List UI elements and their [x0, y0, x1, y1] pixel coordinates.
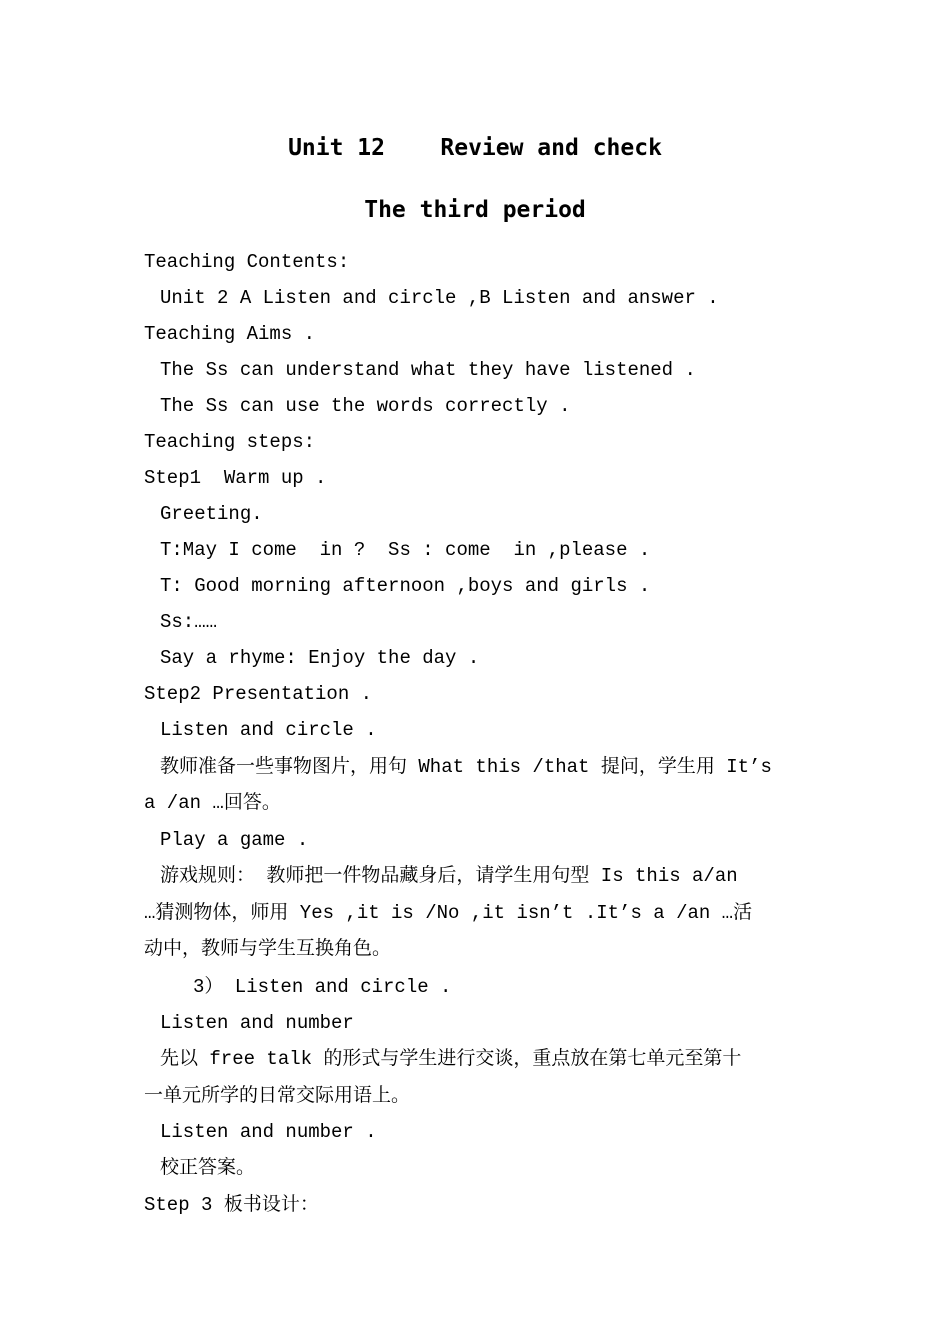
document-subtitle: The third period: [364, 197, 586, 223]
text-line: 一单元所学的日常交际用语上。: [144, 1085, 411, 1107]
text-line: T:May I come in ? Ss : come in ,please .: [160, 539, 651, 561]
text-line: Listen and number: [160, 1012, 354, 1034]
step-3-heading: Step 3 板书设计：: [144, 1194, 319, 1216]
text-line: Greeting.: [160, 503, 263, 525]
text-line: 游戏规则： 教师把一件物品藏身后，请学生用句型 Is this a/an: [160, 865, 738, 887]
text-line: Ss:……: [160, 611, 218, 633]
text-line: 先以 free talk 的形式与学生进行交谈，重点放在第七单元至第十: [160, 1048, 742, 1070]
heading-teaching-aims: Teaching Aims .: [144, 323, 316, 345]
text-line: T: Good morning afternoon ,boys and girls .: [160, 575, 651, 597]
text-line: Listen and circle .: [160, 719, 377, 741]
step-1-heading: Step1 Warm up .: [144, 467, 327, 489]
heading-teaching-contents: Teaching Contents:: [144, 251, 350, 273]
text-line: 3） Listen and circle .: [193, 976, 452, 998]
text-line: …猜测物体，师用 Yes ,it is /No ,it isn’t .It’s a /an …活: [144, 902, 753, 924]
step-2-heading: Step2 Presentation .: [144, 683, 373, 705]
text-line: The Ss can understand what they have listened .: [160, 359, 696, 381]
text-line: The Ss can use the words correctly .: [160, 395, 571, 417]
text-line: 校正答案。: [160, 1157, 256, 1179]
text-line: 动中，教师与学生互换角色。: [144, 938, 392, 960]
heading-teaching-steps: Teaching steps:: [144, 431, 316, 453]
text-line: a /an …回答。: [144, 792, 281, 814]
document-title: Unit 12 Review and check: [288, 135, 662, 161]
text-line: 教师准备一些事物图片，用句 What this /that 提问，学生用 It’s: [160, 756, 772, 778]
text-line: Listen and number .: [160, 1121, 377, 1143]
text-line: Unit 2 A Listen and circle ,B Listen and answer .: [160, 287, 719, 309]
text-line: Play a game .: [160, 829, 309, 851]
text-line: Say a rhyme: Enjoy the day .: [160, 647, 480, 669]
